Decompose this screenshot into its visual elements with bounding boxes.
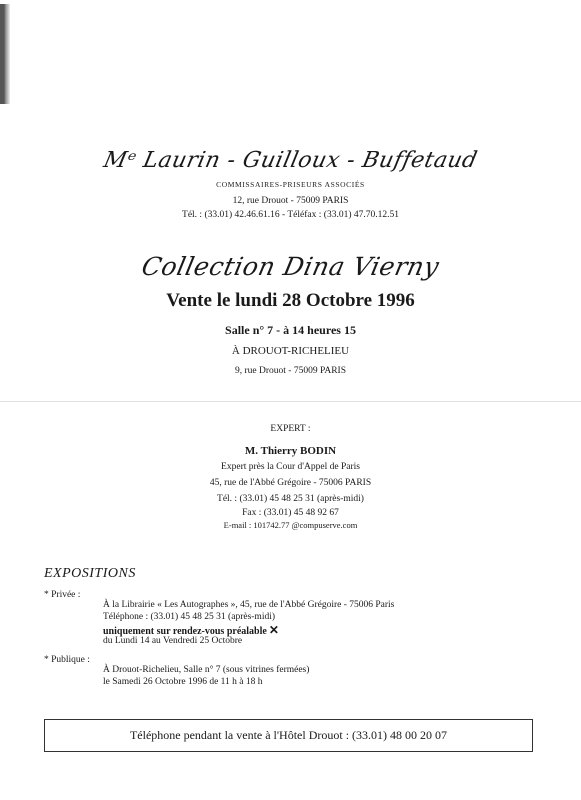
private-label: * Privée : <box>44 590 81 600</box>
public-line: À Drouot-Richelieu, Salle n° 7 (sous vitrines fermées) <box>103 665 310 675</box>
scan-edge-mark <box>0 4 10 104</box>
public-line: le Samedi 26 Octobre 1996 de 11 h à 18 h <box>103 677 263 687</box>
page-fold-crease <box>0 401 581 402</box>
phone-notice-text: Téléphone pendant la vente à l'Hôtel Drouot : (33.01) 48 00 20 07 <box>129 728 448 742</box>
sale-venue-address: 9, rue Drouot - 75009 PARIS <box>234 366 346 376</box>
firm-name: Mᵉ Laurin - Guilloux - Buffetaud <box>101 148 480 173</box>
expert-name: M. Thierry BODIN <box>244 445 337 457</box>
handwritten-x-icon: ✕ <box>268 623 279 637</box>
expert-fax: Fax : (33.01) 45 48 92 67 <box>242 508 339 518</box>
sale-title: Vente le lundi 28 Octobre 1996 <box>166 290 415 311</box>
firm-address: 12, rue Drouot - 75009 PARIS <box>232 196 349 206</box>
public-label: * Publique : <box>44 655 90 665</box>
private-line: du Lundi 14 au Vendredi 25 Octobre <box>103 636 243 646</box>
sale-venue: À DROUOT-RICHELIEU <box>231 345 350 357</box>
collection-title: Collection Dina Vierny <box>139 252 442 281</box>
firm-contact: Tél. : (33.01) 42.46.61.16 - Téléfax : (33.01) 47.70.12.51 <box>182 210 399 220</box>
expert-email: E-mail : 101742.77 @compuserve.com <box>223 520 358 530</box>
expert-heading: EXPERT : <box>270 424 311 434</box>
expositions-heading: EXPOSITIONS <box>44 566 136 581</box>
sale-room: Salle n° 7 - à 14 heures 15 <box>225 323 356 337</box>
private-line: Téléphone : (33.01) 45 48 25 31 (après-midi) <box>103 612 276 622</box>
private-appointment-text: uniquement sur rendez-vous préalable <box>103 626 267 637</box>
phone-notice-box <box>44 719 533 752</box>
expert-role: Expert près la Cour d'Appel de Paris <box>221 462 360 472</box>
firm-subtitle: COMMISSAIRES-PRISEURS ASSOCIÉS <box>216 180 365 189</box>
expert-address: 45, rue de l'Abbé Grégoire - 75006 PARIS <box>209 478 372 488</box>
expert-phone: Tél. : (33.01) 45 48 25 31 (après-midi) <box>217 494 364 504</box>
private-line: À la Librairie « Les Autographes », 45, rue de l'Abbé Grégoire - 75006 Paris <box>103 600 395 610</box>
